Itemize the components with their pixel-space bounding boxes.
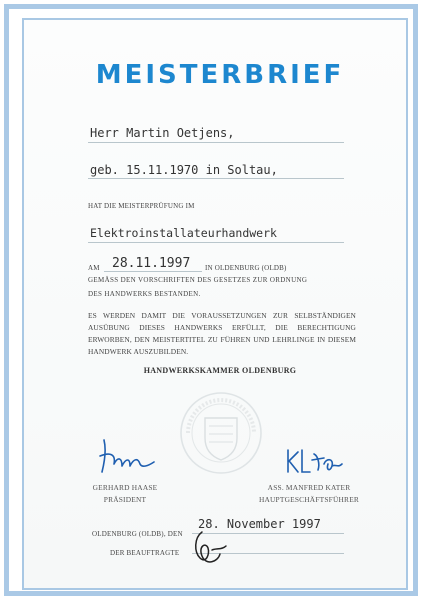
underline: [104, 271, 202, 272]
exam-date: 28.11.1997: [112, 256, 191, 271]
president-name: GERHARD HAASE: [92, 483, 158, 492]
underline: [88, 178, 344, 179]
trade-name: Elektroinstallateurhandwerk: [90, 226, 277, 240]
document-title: MEISTERBRIEF: [95, 60, 345, 90]
underline: [88, 142, 344, 143]
passed-line: DES HANDWERKS BESTANDEN.: [88, 290, 201, 298]
date-prefix: AM: [88, 264, 100, 272]
birth-info: geb. 15.11.1970 in Soltau,: [90, 163, 278, 177]
director-name: ASS. MANFRED KATER: [267, 483, 351, 492]
rights-paragraph: ES WERDEN DAMIT DIE VORAUSSETZUNGEN ZUR SELBSTÄNDIGEN AUSÜBUNG DIESES HANDWERKS ERFÜLLT, DIE BERECHTIGUNG ERWORBEN, DEN MEISTERTITEL ZU FÜHREN UND LEHRLINGE IN DIESEM HANDWERK AUSZUBILDEN.: [88, 311, 356, 356]
exam-location: IN OLDENBURG (OLDB): [205, 264, 287, 272]
exam-intro: HAT DIE MEISTERPRÜFUNG IM: [88, 202, 195, 210]
director-signature: [282, 446, 346, 476]
delegate-signature: [188, 528, 234, 568]
president-signature: [96, 434, 160, 476]
underline: [88, 242, 344, 243]
chamber-seal: [178, 390, 264, 476]
director-role: HAUPTGESCHÄFTSFÜHRER: [258, 495, 360, 504]
regulation-line: GEMÄSS DEN VORSCHRIFTEN DES GESETZES ZUR ORDNUNG: [88, 276, 308, 284]
recipient-name: Herr Martin Oetjens,: [90, 126, 235, 140]
issue-date: 28. November 1997: [198, 517, 321, 531]
president-role: PRÄSIDENT: [103, 495, 147, 504]
issue-place-label: OLDENBURG (OLDB), DEN: [92, 530, 183, 538]
delegate-label: DER BEAUFTRAGTE: [110, 549, 180, 557]
chamber-name: HANDWERKSKAMMER OLDENBURG: [143, 366, 297, 375]
